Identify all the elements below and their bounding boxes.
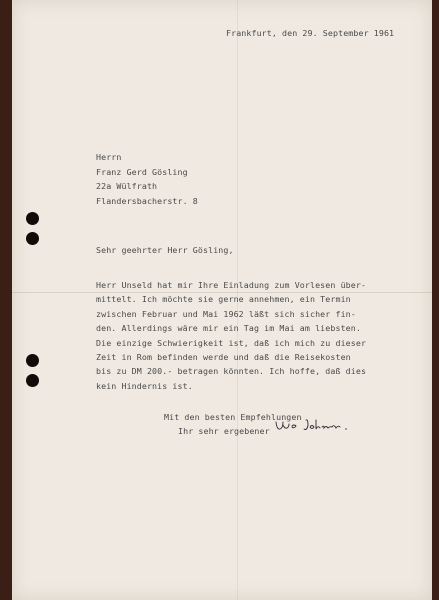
body-line: zwischen Februar und Mai 1962 läßt sich sicher fin- <box>96 308 356 319</box>
punch-hole <box>26 374 39 387</box>
body-line: Zeit in Rom befinden werde und daß die Reisekosten <box>96 352 351 363</box>
letter-body <box>96 278 366 393</box>
punch-hole <box>26 354 39 367</box>
body-line: Die einzige Schwierigkeit ist, daß ich mich zu dieser <box>96 337 367 348</box>
handwritten-signature <box>274 416 360 436</box>
salutation: Sehr geehrter Herr Gösling, <box>96 245 234 255</box>
recipient-line: Flandersbacherstr. 8 <box>96 195 198 206</box>
punch-hole <box>26 232 39 245</box>
recipient-line: Herrn <box>96 152 122 162</box>
body-line: kein Hindernis ist. <box>96 380 193 391</box>
recipient-address <box>96 150 198 208</box>
closing-sub: Ihr sehr ergebener <box>178 426 270 436</box>
body-line: mittelt. Ich möchte sie gerne annehmen, ein Termin <box>96 294 351 305</box>
letter-sheet <box>12 0 432 600</box>
closing: Mit den besten Empfehlungen <box>164 412 302 422</box>
place-date: Frankfurt, den 29. September 1961 <box>226 28 395 38</box>
recipient-line: Franz Gerd Gösling <box>96 166 188 177</box>
body-line: bis zu DM 200.- betragen könnten. Ich hoffe, daß dies <box>96 366 367 377</box>
recipient-line: 22a Wülfrath <box>96 181 158 191</box>
punch-hole <box>26 212 39 225</box>
body-line: Herr Unseld hat mir Ihre Einladung zum Vorlesen über- <box>96 280 367 290</box>
body-line: den. Allerdings wäre mir ein Tag im Mai am liebsten. <box>96 323 361 334</box>
